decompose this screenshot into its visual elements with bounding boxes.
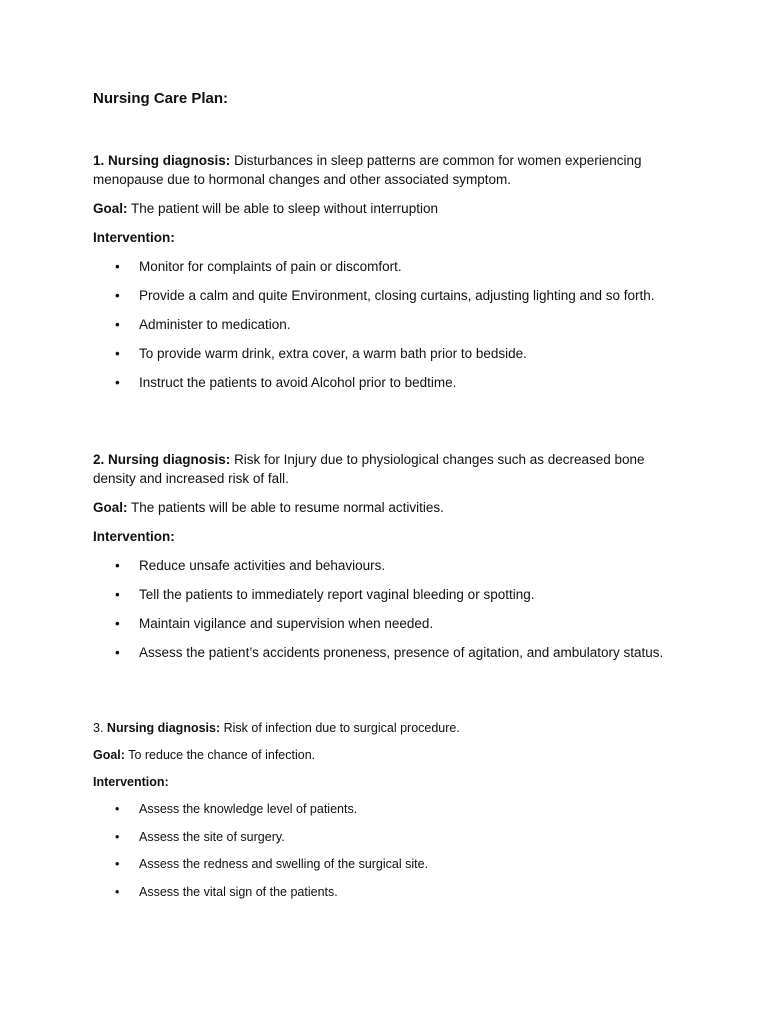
list-item — [93, 829, 673, 846]
diagnosis-label: Nursing diagnosis: — [106, 721, 221, 735]
bullet-icon: • — [115, 375, 120, 390]
intervention-text: To provide warm drink, extra cover, a warm bath prior to bedside. — [139, 346, 527, 361]
intervention-text: Tell the patients to immediately report vaginal bleeding or spotting. — [139, 587, 535, 602]
list-item — [93, 643, 673, 662]
goal-text: To reduce the chance of infection. — [128, 748, 316, 762]
intervention-text: Provide a calm and quite Environment, closing curtains, adjusting lighting and so forth. — [139, 288, 655, 303]
diagnosis-number: 3. — [93, 721, 104, 735]
list-item — [93, 856, 673, 873]
list-item — [93, 373, 673, 392]
intervention-list — [93, 801, 673, 901]
bullet-icon: • — [115, 558, 120, 573]
diagnosis-label: Nursing diagnosis: — [108, 153, 231, 168]
bullet-icon: • — [115, 616, 120, 631]
diagnosis-text: Risk of infection due to surgical procedure. — [223, 721, 460, 735]
bullet-icon: • — [115, 829, 120, 844]
list-item — [93, 257, 673, 276]
list-item — [93, 801, 673, 818]
bullet-icon: • — [115, 587, 120, 602]
intervention-list — [93, 556, 673, 662]
diagnosis-number: 1. — [93, 153, 105, 168]
bullet-icon: • — [115, 288, 120, 303]
goal-paragraph — [93, 498, 673, 517]
diagnosis-label: Nursing diagnosis: — [108, 452, 231, 467]
intervention-text: Administer to medication. — [139, 317, 291, 332]
intervention-text: Reduce unsafe activities and behaviours. — [139, 558, 386, 573]
intervention-list — [93, 257, 673, 392]
intervention-label: Intervention: — [93, 230, 175, 245]
goal-label: Goal: — [93, 748, 125, 762]
intervention-text: Assess the vital sign of the patients. — [139, 884, 338, 899]
list-item — [93, 315, 673, 334]
bullet-icon: • — [115, 645, 120, 660]
diagnosis-number: 2. — [93, 452, 105, 467]
diagnosis-text: Disturbances in sleep patterns are common for women experiencing menopause due to hormonal changes and other associated symptom. — [93, 153, 642, 187]
goal-label: Goal: — [93, 201, 128, 216]
intervention-text: Assess the patient’s accidents proneness, presence of agitation, and ambulatory status. — [139, 645, 664, 660]
bullet-icon: • — [115, 346, 120, 361]
bullet-icon: • — [115, 259, 120, 274]
intervention-heading — [93, 228, 673, 247]
intervention-text: Assess the knowledge level of patients. — [139, 802, 358, 816]
diagnosis-text: Risk for Injury due to physiological changes such as decreased bone density and increased risk of fall. — [93, 452, 645, 486]
care-plan-section-1 — [93, 151, 673, 402]
list-item — [93, 884, 673, 901]
care-plan-section-3 — [93, 720, 673, 911]
intervention-label: Intervention: — [93, 775, 169, 789]
diagnosis-paragraph — [93, 151, 673, 189]
bullet-icon: • — [115, 857, 120, 871]
intervention-text: Assess the redness and swelling of the surgical site. — [139, 857, 429, 871]
bullet-icon: • — [115, 802, 120, 816]
page-title: Nursing Care Plan: — [93, 90, 229, 107]
care-plan-section-2 — [93, 450, 673, 672]
goal-label: Goal: — [93, 500, 128, 515]
list-item — [93, 556, 673, 575]
list-item — [93, 286, 673, 305]
goal-paragraph — [93, 199, 673, 218]
diagnosis-paragraph — [93, 720, 673, 737]
bullet-icon: • — [115, 884, 120, 899]
intervention-text: Instruct the patients to avoid Alcohol prior to bedtime. — [139, 375, 457, 390]
goal-paragraph — [93, 747, 673, 764]
list-item — [93, 585, 673, 604]
intervention-heading — [93, 774, 673, 791]
diagnosis-paragraph — [93, 450, 673, 488]
intervention-text: Maintain vigilance and supervision when needed. — [139, 616, 434, 631]
bullet-icon: • — [115, 317, 120, 332]
intervention-label: Intervention: — [93, 529, 175, 544]
goal-text: The patient will be able to sleep without interruption — [131, 201, 438, 216]
intervention-text: Monitor for complaints of pain or discomfort. — [139, 259, 402, 274]
intervention-text: Assess the site of surgery. — [139, 829, 285, 844]
list-item — [93, 614, 673, 633]
intervention-heading — [93, 527, 673, 546]
goal-text: The patients will be able to resume normal activities. — [131, 500, 444, 515]
list-item — [93, 344, 673, 363]
